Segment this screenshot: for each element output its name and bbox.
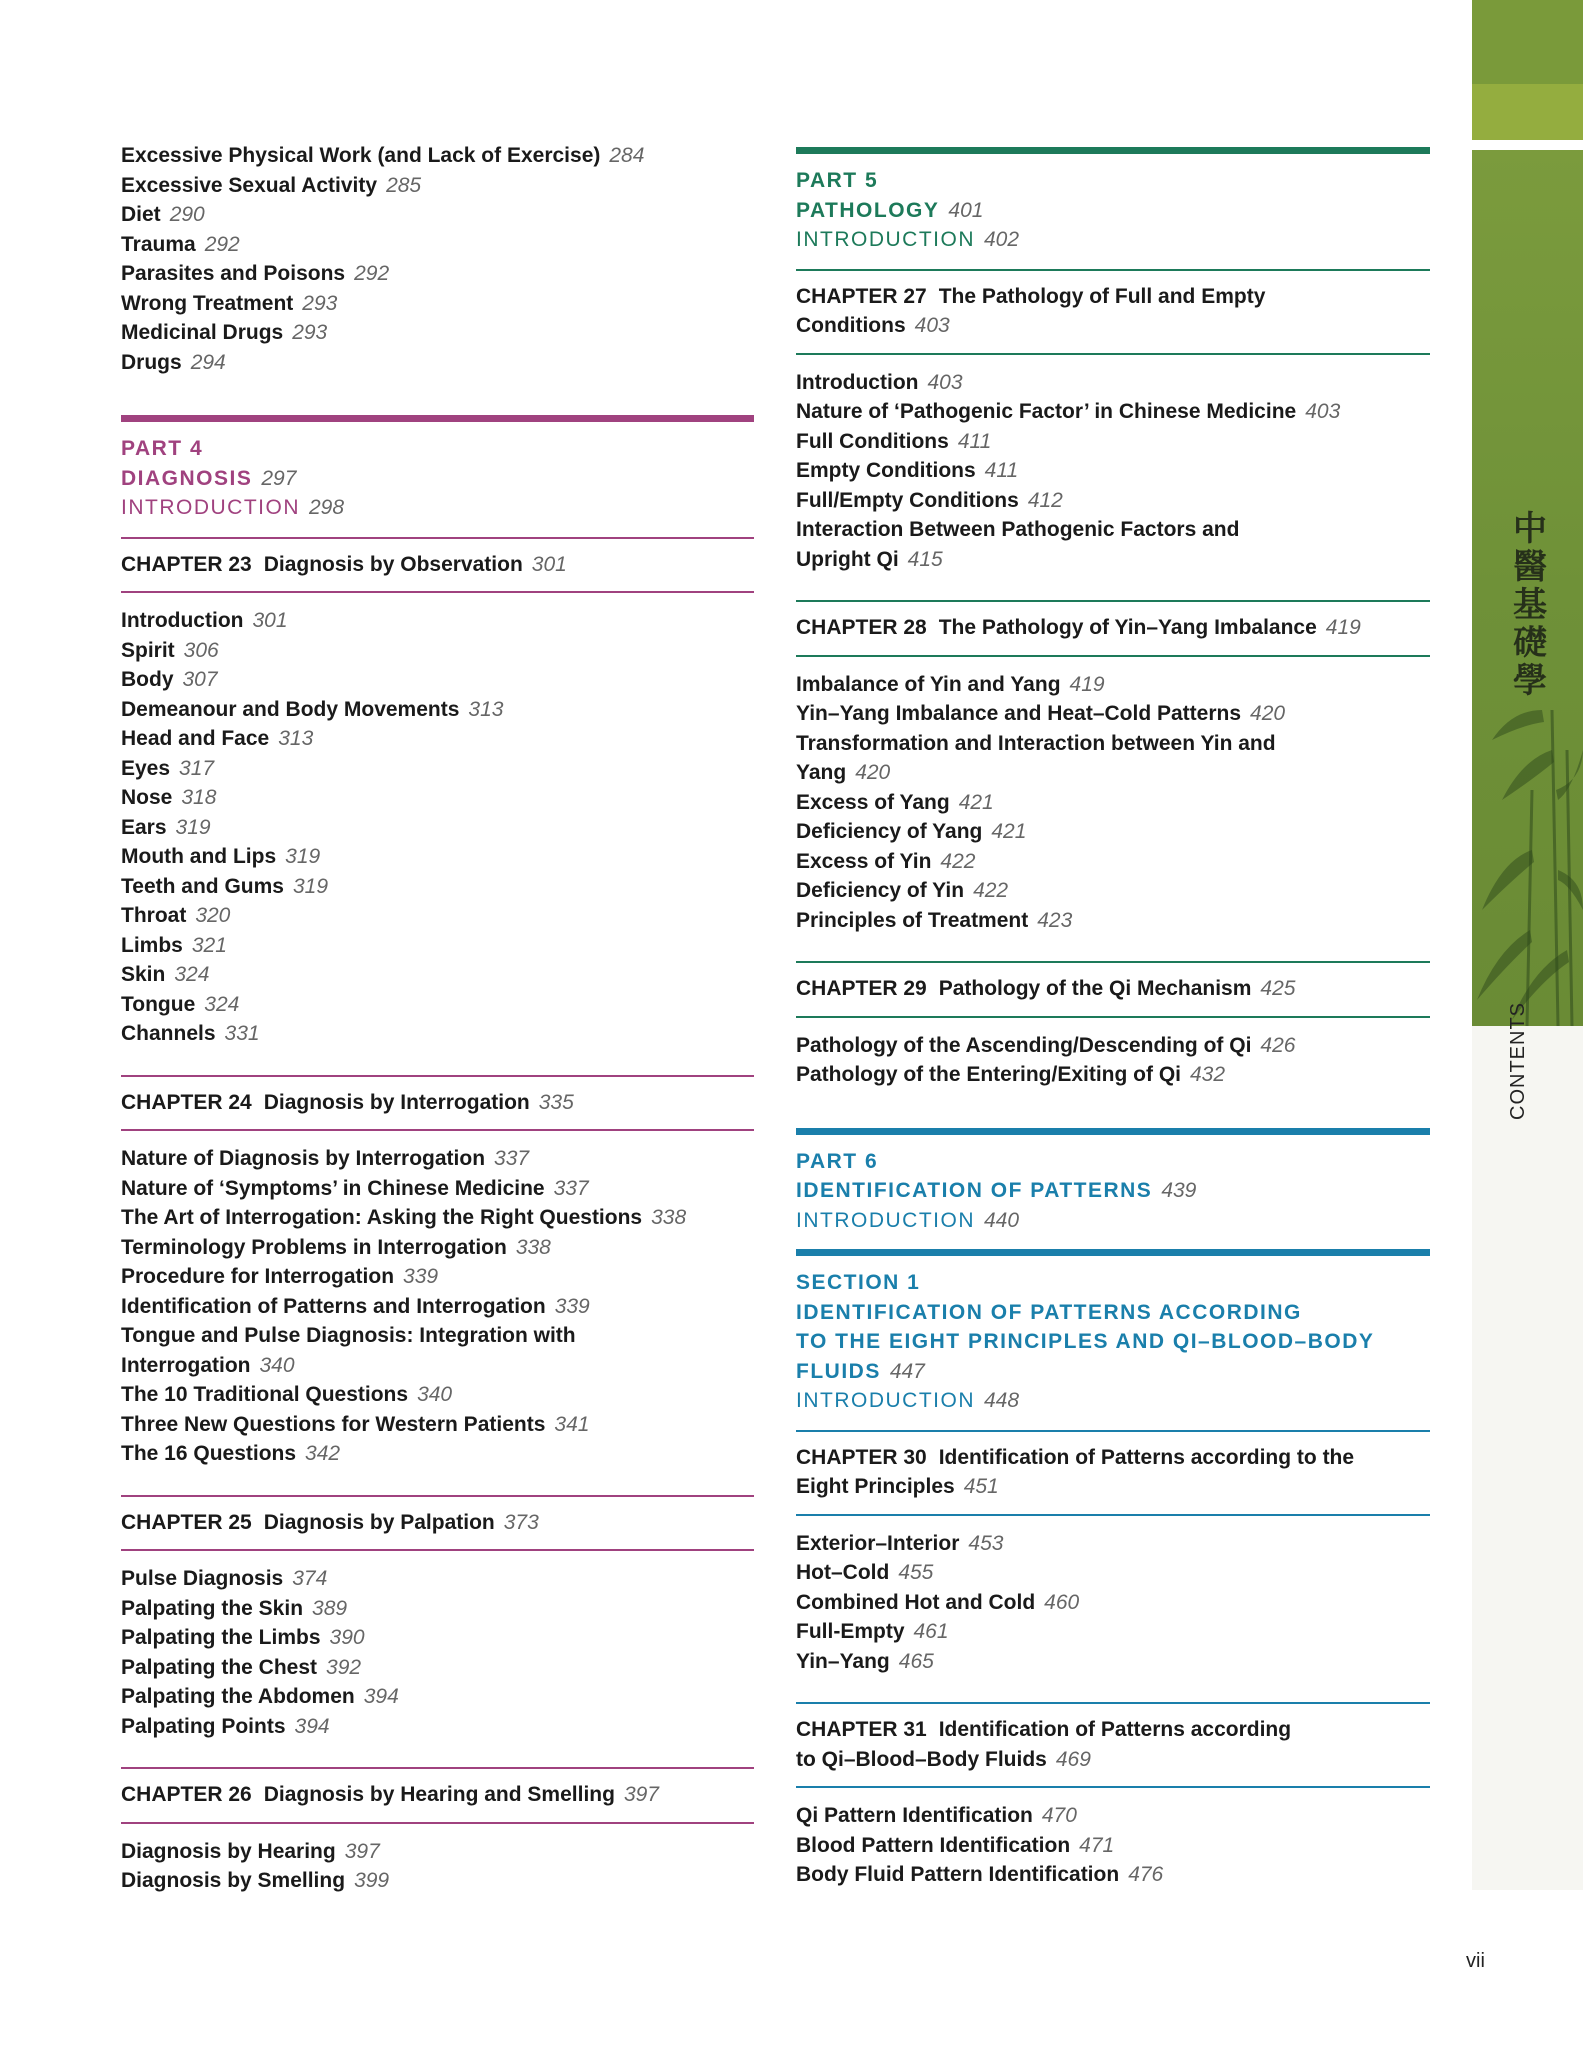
toc-entry-title: Palpating the Limbs bbox=[121, 1626, 321, 1649]
toc-entry-title: Identification of Patterns and Interrogation bbox=[121, 1294, 546, 1318]
toc-entry-title: Full/Empty Conditions bbox=[796, 488, 1019, 512]
toc-entry[interactable] bbox=[796, 1588, 1430, 1618]
toc-entry-title: Limbs bbox=[121, 933, 183, 957]
toc-entry[interactable] bbox=[121, 842, 754, 872]
toc-entry[interactable] bbox=[121, 931, 754, 961]
chapter-26-items bbox=[121, 1824, 754, 1896]
toc-entry-title: Yin–Yang bbox=[796, 1649, 890, 1673]
chapter-25-items bbox=[121, 1551, 754, 1741]
toc-entry-page: 293 bbox=[292, 321, 328, 344]
toc-entry-title: Eyes bbox=[121, 756, 171, 780]
toc-entry[interactable] bbox=[796, 1558, 1430, 1588]
toc-entry-title: Hot–Cold bbox=[796, 1561, 890, 1584]
toc-entry[interactable] bbox=[796, 515, 1430, 545]
toc-entry-title: Palpating the Abdomen bbox=[121, 1685, 355, 1708]
toc-entry[interactable] bbox=[121, 1203, 754, 1233]
toc-entry-page: 292 bbox=[354, 262, 390, 285]
toc-entry-title: Spirit bbox=[121, 638, 175, 662]
toc-entry-page: 422 bbox=[940, 849, 976, 873]
contents-tab-label: CONTENTS bbox=[1507, 1002, 1529, 1120]
chapter-29-items bbox=[796, 1018, 1430, 1090]
toc-entry-page: 403 bbox=[927, 370, 963, 394]
toc-entry[interactable] bbox=[796, 847, 1430, 877]
chapter-31-items bbox=[796, 1788, 1430, 1890]
toc-entry-page: 301 bbox=[252, 609, 288, 632]
toc-entry[interactable] bbox=[121, 1174, 754, 1204]
right-column bbox=[796, 147, 1430, 1890]
toc-entry-page: 403 bbox=[1305, 400, 1341, 423]
section1-title-line3[interactable]: FLUIDS 447 bbox=[796, 1359, 925, 1383]
toc-entry-title: Pulse Diagnosis bbox=[121, 1567, 284, 1590]
toc-entry[interactable] bbox=[121, 783, 754, 813]
toc-entry-title: Medicinal Drugs bbox=[121, 321, 284, 344]
toc-entry-title: The 16 Questions bbox=[121, 1442, 297, 1465]
toc-entry-title: Interrogation bbox=[121, 1353, 251, 1377]
toc-entry-page: 399 bbox=[354, 1869, 390, 1892]
toc-entry[interactable] bbox=[121, 1712, 754, 1742]
toc-entry-page: 338 bbox=[651, 1206, 687, 1229]
bamboo-icon bbox=[1472, 150, 1583, 1026]
toc-entry[interactable] bbox=[121, 141, 754, 171]
toc-entry-title: Throat bbox=[121, 904, 187, 927]
chapter-30-heading[interactable]: CHAPTER 30 Identification of Patterns according to the Eight Principles 451 bbox=[796, 1445, 1355, 1498]
toc-entry-page: 471 bbox=[1079, 1833, 1115, 1857]
toc-entry[interactable] bbox=[796, 1831, 1430, 1861]
toc-entry-page: 476 bbox=[1128, 1863, 1164, 1886]
toc-entry[interactable] bbox=[796, 699, 1430, 729]
toc-entry[interactable] bbox=[796, 788, 1430, 818]
part4-label[interactable]: PART 4 bbox=[121, 437, 204, 460]
part6-header bbox=[796, 1147, 1430, 1236]
toc-entry[interactable] bbox=[121, 1019, 754, 1049]
toc-entry-title: Channels bbox=[121, 1022, 216, 1045]
toc-entry-title: The Art of Interrogation: Asking the Right Questions bbox=[121, 1206, 643, 1229]
toc-entry-title: Body Fluid Pattern Identification bbox=[796, 1863, 1120, 1886]
part4-title[interactable]: DIAGNOSIS 297 bbox=[121, 466, 297, 490]
toc-entry-title: Blood Pattern Identification bbox=[796, 1833, 1071, 1857]
toc-entry-title: Interaction Between Pathogenic Factors and bbox=[796, 518, 1240, 541]
toc-entry-title: Deficiency of Yin bbox=[796, 879, 965, 902]
toc-entry-page: 319 bbox=[292, 874, 329, 898]
toc-entry-title: Palpating the Chest bbox=[121, 1655, 318, 1679]
toc-entry-title: Terminology Problems in Interrogation bbox=[121, 1235, 507, 1259]
toc-entry-title: Full Conditions bbox=[796, 429, 949, 453]
part6-title[interactable]: IDENTIFICATION OF PATTERNS 439 bbox=[796, 1179, 1197, 1202]
toc-entry-title: Nature of ‘Pathogenic Factor’ in Chinese Medicine bbox=[796, 400, 1297, 423]
part5-rule bbox=[796, 147, 1430, 154]
toc-entry-page: 465 bbox=[898, 1649, 934, 1673]
toc-entry[interactable] bbox=[121, 1321, 754, 1351]
toc-entry-title: Full-Empty bbox=[796, 1620, 905, 1643]
toc-entry[interactable] bbox=[121, 695, 754, 725]
toc-entry-title: Parasites and Poisons bbox=[121, 262, 346, 285]
toc-entry-title: Qi Pattern Identification bbox=[796, 1804, 1033, 1827]
part6-label[interactable]: PART 6 bbox=[796, 1149, 879, 1173]
toc-entry[interactable] bbox=[121, 200, 754, 230]
toc-entry[interactable] bbox=[796, 368, 1430, 398]
toc-entry-page: 421 bbox=[991, 820, 1027, 843]
toc-entry-title: Diagnosis by Hearing bbox=[121, 1839, 336, 1863]
toc-entry-page: 339 bbox=[403, 1265, 439, 1288]
toc-entry[interactable] bbox=[796, 486, 1430, 516]
chapter-31-heading[interactable]: CHAPTER 31 Identification of Patterns according to Qi–Blood–Body Fluids 469 bbox=[796, 1718, 1292, 1771]
toc-entry-title: Pathology of the Ascending/Descending of Qi bbox=[796, 1033, 1252, 1057]
chapter-27-heading[interactable]: CHAPTER 27 The Pathology of Full and Empty Conditions 403 bbox=[796, 284, 1266, 337]
toc-entry-page: 460 bbox=[1044, 1590, 1080, 1614]
section1-rule bbox=[796, 1249, 1430, 1256]
toc-entry-page: 421 bbox=[958, 790, 994, 814]
toc-entry-title: Empty Conditions bbox=[796, 459, 976, 482]
toc-entry-page: 340 bbox=[417, 1383, 453, 1406]
toc-entry-page: 284 bbox=[609, 144, 645, 167]
toc-entry-title: Ears bbox=[121, 815, 167, 839]
toc-entry-page: 340 bbox=[259, 1353, 295, 1377]
toc-entry-page: 338 bbox=[515, 1235, 551, 1259]
toc-entry[interactable] bbox=[121, 1144, 754, 1174]
toc-entry-page: 470 bbox=[1041, 1804, 1077, 1827]
chinese-title: 中 醫 基 礎 學 bbox=[1513, 509, 1547, 701]
toc-entry-title: Nose bbox=[121, 786, 173, 809]
toc-entry-title: Excess of Yang bbox=[796, 790, 950, 814]
toc-entry[interactable] bbox=[121, 1410, 754, 1440]
toc-entry-page: 285 bbox=[386, 173, 422, 197]
toc-entry[interactable] bbox=[121, 318, 754, 348]
toc-entry-title: Excessive Sexual Activity bbox=[121, 173, 378, 197]
chapter-26-heading[interactable]: CHAPTER 26 Diagnosis by Hearing and Smelling 397 bbox=[121, 1783, 659, 1806]
part5-introduction[interactable]: INTRODUCTION 402 bbox=[796, 228, 1020, 251]
toc-entry-page: 397 bbox=[344, 1839, 380, 1863]
toc-entry[interactable] bbox=[796, 729, 1430, 759]
sidebar-bamboo-panel bbox=[1472, 150, 1583, 1026]
toc-entry-title: Upright Qi bbox=[796, 547, 899, 571]
toc-entry[interactable] bbox=[796, 1860, 1430, 1890]
toc-entry[interactable] bbox=[121, 754, 754, 784]
toc-entry[interactable] bbox=[796, 758, 1430, 788]
sidebar-contents-panel bbox=[1472, 1026, 1583, 1890]
toc-entry-page: 420 bbox=[855, 761, 891, 784]
chapter-24-heading[interactable]: CHAPTER 24 Diagnosis by Interrogation 335 bbox=[121, 1090, 574, 1114]
toc-entry-page: 320 bbox=[195, 904, 231, 927]
toc-entry[interactable] bbox=[796, 545, 1430, 575]
toc-entry[interactable] bbox=[121, 665, 754, 695]
toc-entry[interactable] bbox=[796, 1031, 1430, 1061]
toc-entry-title: Procedure for Interrogation bbox=[121, 1265, 395, 1288]
toc-entry-page: 411 bbox=[957, 429, 992, 453]
part4-introduction[interactable]: INTRODUCTION 298 bbox=[121, 496, 345, 519]
toc-entry-page: 319 bbox=[175, 815, 211, 839]
toc-entry-page: 290 bbox=[169, 203, 205, 226]
toc-entry-title: Deficiency of Yang bbox=[796, 820, 983, 843]
toc-entry[interactable] bbox=[121, 289, 754, 319]
toc-entry-page: 392 bbox=[326, 1655, 362, 1679]
section1-label[interactable]: SECTION 1 bbox=[796, 1271, 921, 1294]
toc-entry-title: Palpating Points bbox=[121, 1714, 286, 1738]
toc-entry-title: Skin bbox=[121, 963, 166, 986]
chapter-27-items bbox=[796, 355, 1430, 575]
toc-entry-title: Teeth and Gums bbox=[121, 874, 284, 898]
toc-entry-page: 455 bbox=[898, 1561, 934, 1584]
toc-entry-page: 419 bbox=[1069, 672, 1105, 696]
toc-entry-page: 341 bbox=[554, 1412, 590, 1436]
toc-entry-page: 294 bbox=[190, 350, 226, 374]
part5-header bbox=[796, 166, 1430, 255]
toc-entry-page: 390 bbox=[329, 1626, 365, 1649]
toc-entry-title: Exterior–Interior bbox=[796, 1531, 960, 1555]
toc-entry[interactable] bbox=[121, 724, 754, 754]
top-entries bbox=[121, 141, 754, 377]
toc-entry-page: 411 bbox=[984, 459, 1019, 482]
toc-entry[interactable] bbox=[121, 1439, 754, 1469]
toc-entry-title: Excessive Physical Work (and Lack of Exercise) bbox=[121, 144, 601, 167]
toc-entry[interactable] bbox=[121, 230, 754, 260]
toc-entry-title: Diet bbox=[121, 203, 161, 226]
toc-entry-page: 292 bbox=[204, 232, 240, 256]
toc-entry-page: 415 bbox=[907, 547, 943, 571]
toc-entry-title: Demeanour and Body Movements bbox=[121, 697, 460, 721]
toc-entry[interactable] bbox=[121, 1564, 754, 1594]
toc-entry-page: 412 bbox=[1027, 488, 1063, 512]
toc-entry[interactable] bbox=[796, 1617, 1430, 1647]
toc-entry[interactable] bbox=[121, 1837, 754, 1867]
toc-entry[interactable] bbox=[121, 1682, 754, 1712]
toc-entry[interactable] bbox=[796, 427, 1430, 457]
toc-entry[interactable] bbox=[121, 1653, 754, 1683]
toc-entry-title: Mouth and Lips bbox=[121, 845, 277, 868]
toc-entry[interactable] bbox=[121, 990, 754, 1020]
toc-entry[interactable] bbox=[121, 1380, 754, 1410]
toc-entry[interactable] bbox=[121, 171, 754, 201]
toc-entry-title: Nature of ‘Symptoms’ in Chinese Medicine bbox=[121, 1176, 545, 1200]
toc-entry-title: Introduction bbox=[121, 609, 244, 632]
toc-entry[interactable] bbox=[121, 1292, 754, 1322]
toc-entry[interactable] bbox=[121, 636, 754, 666]
toc-entry[interactable] bbox=[121, 1594, 754, 1624]
toc-entry-title: Three New Questions for Western Patients bbox=[121, 1412, 546, 1436]
toc-entry-page: 423 bbox=[1037, 908, 1073, 932]
toc-entry-title: Excess of Yin bbox=[796, 849, 932, 873]
toc-entry-title: Yang bbox=[796, 761, 847, 784]
toc-entry[interactable] bbox=[121, 901, 754, 931]
chapter-28-items bbox=[796, 657, 1430, 936]
toc-entry[interactable] bbox=[121, 259, 754, 289]
toc-entry[interactable] bbox=[796, 670, 1430, 700]
toc-entry-title: Trauma bbox=[121, 232, 196, 256]
toc-entry[interactable] bbox=[796, 817, 1430, 847]
toc-entry-title: Tongue bbox=[121, 992, 196, 1016]
toc-entry-page: 394 bbox=[363, 1685, 399, 1708]
toc-entry-page: 313 bbox=[468, 697, 504, 721]
toc-entry[interactable] bbox=[796, 1647, 1430, 1677]
toc-entry[interactable] bbox=[796, 1801, 1430, 1831]
toc-entry-title: Principles of Treatment bbox=[796, 908, 1029, 932]
toc-entry-page: 337 bbox=[553, 1176, 589, 1200]
toc-entry[interactable] bbox=[121, 1262, 754, 1292]
toc-entry[interactable] bbox=[121, 1233, 754, 1263]
part4-rule bbox=[121, 415, 754, 422]
toc-entry-page: 420 bbox=[1250, 702, 1286, 725]
toc-entry[interactable] bbox=[796, 876, 1430, 906]
toc-entry-page: 432 bbox=[1190, 1063, 1226, 1086]
toc-entry-title: Wrong Treatment bbox=[121, 291, 294, 315]
toc-entry-page: 426 bbox=[1260, 1033, 1296, 1057]
toc-entry-page: 422 bbox=[973, 879, 1009, 902]
part6-rule bbox=[796, 1128, 1430, 1135]
toc-entry[interactable] bbox=[121, 348, 754, 378]
toc-entry-page: 321 bbox=[191, 933, 227, 957]
toc-entry[interactable] bbox=[121, 1866, 754, 1896]
section1-header bbox=[796, 1268, 1430, 1416]
toc-entry-title: Pathology of the Entering/Exiting of Qi bbox=[796, 1063, 1181, 1086]
part4-header bbox=[121, 434, 754, 523]
toc-entry-page: 337 bbox=[494, 1147, 530, 1170]
toc-entry-page: 324 bbox=[204, 992, 240, 1016]
toc-entry-title: The 10 Traditional Questions bbox=[121, 1383, 409, 1406]
toc-entry-title: Nature of Diagnosis by Interrogation bbox=[121, 1147, 486, 1170]
section1-introduction[interactable]: INTRODUCTION 448 bbox=[796, 1389, 1020, 1412]
toc-entry-page: 394 bbox=[294, 1714, 330, 1738]
toc-entry-page: 293 bbox=[302, 291, 338, 315]
toc-entry-page: 331 bbox=[224, 1022, 260, 1045]
section1-title-line2[interactable]: TO THE EIGHT PRINCIPLES AND QI–BLOOD–BODY bbox=[796, 1330, 1375, 1353]
toc-entry[interactable] bbox=[121, 1351, 754, 1381]
toc-entry-page: 307 bbox=[182, 668, 218, 691]
chapter-23-heading[interactable]: CHAPTER 23 Diagnosis by Observation 301 bbox=[121, 552, 567, 576]
toc-entry-page: 313 bbox=[278, 727, 314, 750]
chapter-23-items bbox=[121, 593, 754, 1049]
toc-entry[interactable] bbox=[121, 606, 754, 636]
toc-entry-page: 318 bbox=[181, 786, 217, 809]
toc-entry-title: Body bbox=[121, 668, 174, 691]
part5-title[interactable]: PATHOLOGY 401 bbox=[796, 198, 984, 222]
toc-entry-page: 324 bbox=[174, 963, 210, 986]
toc-entry-title: Transformation and Interaction between Yin and bbox=[796, 731, 1276, 755]
toc-entry-page: 342 bbox=[305, 1442, 341, 1465]
toc-entry-title: Combined Hot and Cold bbox=[796, 1590, 1036, 1614]
toc-entry-page: 461 bbox=[913, 1620, 949, 1643]
toc-entry[interactable] bbox=[121, 1623, 754, 1653]
toc-entry-page: 339 bbox=[554, 1294, 590, 1318]
toc-entry[interactable] bbox=[796, 397, 1430, 427]
toc-entry-title: Drugs bbox=[121, 350, 182, 374]
toc-entry-title: Tongue and Pulse Diagnosis: Integration with bbox=[121, 1324, 576, 1347]
left-column bbox=[121, 141, 754, 1896]
chapter-28-heading[interactable]: CHAPTER 28 The Pathology of Yin–Yang Imbalance 419 bbox=[796, 616, 1361, 639]
toc-entry-page: 389 bbox=[312, 1596, 348, 1620]
toc-entry-page: 306 bbox=[183, 638, 219, 662]
part5-label[interactable]: PART 5 bbox=[796, 169, 879, 192]
toc-entry[interactable] bbox=[121, 960, 754, 990]
toc-entry[interactable] bbox=[121, 813, 754, 843]
toc-entry-title: Palpating the Skin bbox=[121, 1596, 304, 1620]
chapter-24-items bbox=[121, 1131, 754, 1469]
toc-entry-page: 374 bbox=[292, 1567, 328, 1590]
sidebar-top-band bbox=[1472, 84, 1583, 140]
toc-entry[interactable] bbox=[796, 456, 1430, 486]
toc-entry-title: Yin–Yang Imbalance and Heat–Cold Patterns bbox=[796, 702, 1242, 725]
toc-entry-page: 317 bbox=[179, 756, 215, 780]
toc-entry[interactable] bbox=[796, 1060, 1430, 1090]
chapter-30-items bbox=[796, 1516, 1430, 1677]
toc-entry[interactable] bbox=[796, 906, 1430, 936]
toc-entry[interactable] bbox=[796, 1529, 1430, 1559]
toc-entry-title: Introduction bbox=[796, 370, 919, 394]
page-number: vii bbox=[1466, 1950, 1485, 1972]
toc-entry-title: Diagnosis by Smelling bbox=[121, 1869, 346, 1892]
toc-entry[interactable] bbox=[121, 872, 754, 902]
toc-entry-title: Head and Face bbox=[121, 727, 270, 750]
part6-introduction[interactable]: INTRODUCTION 440 bbox=[796, 1208, 1020, 1232]
toc-entry-page: 319 bbox=[285, 845, 321, 868]
toc-entry-page: 453 bbox=[968, 1531, 1004, 1555]
chapter-25-heading[interactable]: CHAPTER 25 Diagnosis by Palpation 373 bbox=[121, 1510, 539, 1534]
toc-entry-title: Imbalance of Yin and Yang bbox=[796, 672, 1061, 696]
chapter-29-heading[interactable]: CHAPTER 29 Pathology of the Qi Mechanism 425 bbox=[796, 977, 1296, 1000]
section1-title-line1[interactable]: IDENTIFICATION OF PATTERNS ACCORDING bbox=[796, 1300, 1302, 1324]
